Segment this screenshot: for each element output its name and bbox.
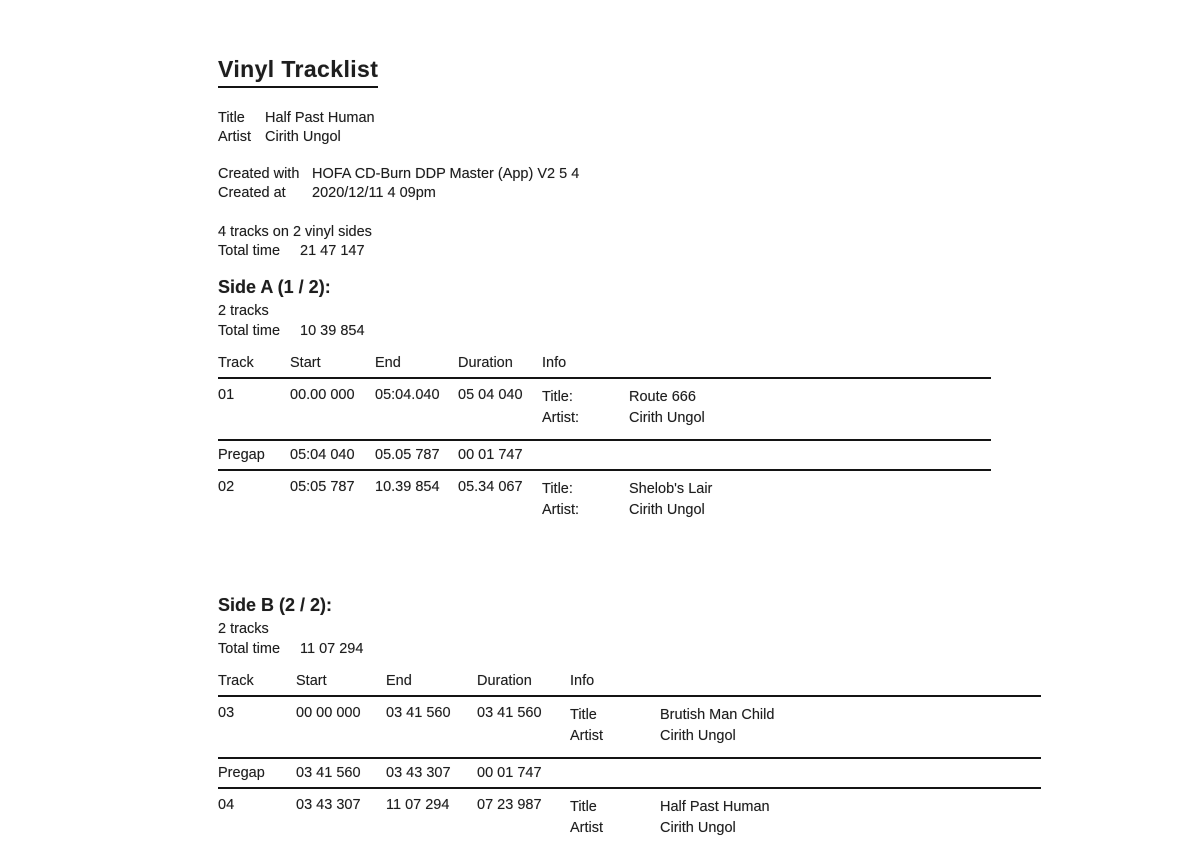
side-b-section xyxy=(218,594,1148,849)
track-artist: Cirith Ungol xyxy=(660,820,736,836)
table-header-row xyxy=(218,355,991,379)
track-title: Shelob's Lair xyxy=(629,481,713,497)
table-row-pregap xyxy=(218,439,991,471)
track-title-label: Title xyxy=(570,707,597,723)
col-header-end: End xyxy=(375,355,401,371)
track-title-label: Title: xyxy=(542,389,573,405)
col-header-track: Track xyxy=(218,355,254,371)
summary-block xyxy=(218,223,1148,261)
side-b-heading: Side B (2 / 2): xyxy=(218,595,333,615)
side-b-track-table xyxy=(218,673,1041,849)
side-a-heading: Side A (1 / 2): xyxy=(218,277,331,297)
page-title: Vinyl Tracklist xyxy=(218,56,378,88)
track-info xyxy=(542,387,991,429)
created-at-value: 2020/12/11 4 09pm xyxy=(312,185,436,201)
track-artist: Cirith Ungol xyxy=(629,410,705,426)
track-artist-label: Artist: xyxy=(542,410,580,426)
document-content xyxy=(218,56,1148,849)
track-number: Pregap xyxy=(218,447,265,463)
track-info xyxy=(570,705,1041,747)
track-start: 05:04 040 xyxy=(290,447,355,463)
created-with-line xyxy=(218,165,1148,184)
created-with-label: Created with xyxy=(218,166,300,182)
col-header-end: End xyxy=(386,673,412,689)
track-number: 02 xyxy=(218,479,235,495)
col-header-info: Info xyxy=(570,673,595,689)
track-start: 00.00 000 xyxy=(290,387,355,403)
side-a-total-time-line xyxy=(218,322,1148,342)
side-a-section xyxy=(218,276,1148,531)
track-duration: 03 41 560 xyxy=(477,705,542,721)
track-artist: Cirith Ungol xyxy=(660,728,736,744)
side-b-total-time-label: Total time xyxy=(218,640,281,657)
col-header-info: Info xyxy=(542,355,567,371)
track-artist-label: Artist: xyxy=(542,502,580,518)
track-end: 03 43 307 xyxy=(386,765,451,781)
track-end: 11 07 294 xyxy=(386,797,450,813)
track-title: Route 666 xyxy=(629,389,696,405)
track-duration: 00 01 747 xyxy=(458,447,523,463)
side-a-total-time-value: 10 39 854 xyxy=(300,322,365,339)
album-artist-line xyxy=(218,128,1148,147)
created-with-value: HOFA CD-Burn DDP Master (App) V2 5 4 xyxy=(312,166,580,182)
track-title-label: Title xyxy=(570,799,597,815)
total-time-label: Total time xyxy=(218,243,281,259)
track-title: Brutish Man Child xyxy=(660,707,775,723)
track-title-label: Title: xyxy=(542,481,573,497)
track-start: 03 43 307 xyxy=(296,797,361,813)
side-a-total-time-label: Total time xyxy=(218,322,281,339)
track-duration: 05.34 067 xyxy=(458,479,523,495)
track-end: 05:04.040 xyxy=(375,387,440,403)
track-info xyxy=(570,797,1041,839)
track-artist-label: Artist xyxy=(570,820,604,836)
album-meta-block xyxy=(218,109,1148,147)
table-row-pregap xyxy=(218,757,1041,789)
track-start: 00 00 000 xyxy=(296,705,361,721)
created-at-label: Created at xyxy=(218,185,286,201)
track-artist: Cirith Ungol xyxy=(629,502,705,518)
total-time-line xyxy=(218,242,1148,261)
track-title: Half Past Human xyxy=(660,799,770,815)
album-artist-value: Cirith Ungol xyxy=(265,129,341,145)
col-header-start: Start xyxy=(296,673,327,689)
created-block xyxy=(218,165,1148,203)
col-header-duration: Duration xyxy=(477,673,532,689)
tracks-summary-line: 4 tracks on 2 vinyl sides xyxy=(218,224,372,240)
track-info xyxy=(542,479,991,521)
album-artist-label: Artist xyxy=(218,129,252,145)
track-start: 03 41 560 xyxy=(296,765,361,781)
track-duration: 00 01 747 xyxy=(477,765,542,781)
track-number: 04 xyxy=(218,797,235,813)
track-duration: 05 04 040 xyxy=(458,387,523,403)
side-b-total-time-value: 11 07 294 xyxy=(300,640,364,657)
track-artist-label: Artist xyxy=(570,728,604,744)
track-duration: 07 23 987 xyxy=(477,797,542,813)
table-row-track-02 xyxy=(218,471,991,531)
track-end: 05.05 787 xyxy=(375,447,440,463)
col-header-track: Track xyxy=(218,673,254,689)
track-number: Pregap xyxy=(218,765,265,781)
track-number: 01 xyxy=(218,387,235,403)
track-number: 03 xyxy=(218,705,235,721)
side-a-track-table xyxy=(218,355,991,531)
table-row-track-04 xyxy=(218,789,1041,849)
col-header-start: Start xyxy=(290,355,321,371)
table-row-track-01 xyxy=(218,379,991,439)
album-title-line xyxy=(218,109,1148,128)
table-row-track-03 xyxy=(218,697,1041,757)
col-header-duration: Duration xyxy=(458,355,513,371)
table-header-row xyxy=(218,673,1041,697)
side-a-tracks-count: 2 tracks xyxy=(218,303,269,319)
album-title-value: Half Past Human xyxy=(265,110,375,126)
created-at-line xyxy=(218,184,1148,203)
track-end: 10.39 854 xyxy=(375,479,440,495)
total-time-value: 21 47 147 xyxy=(300,243,365,259)
track-start: 05:05 787 xyxy=(290,479,355,495)
album-title-label: Title xyxy=(218,110,245,126)
side-b-tracks-count: 2 tracks xyxy=(218,621,269,637)
side-b-total-time-line xyxy=(218,640,1148,660)
track-end: 03 41 560 xyxy=(386,705,451,721)
